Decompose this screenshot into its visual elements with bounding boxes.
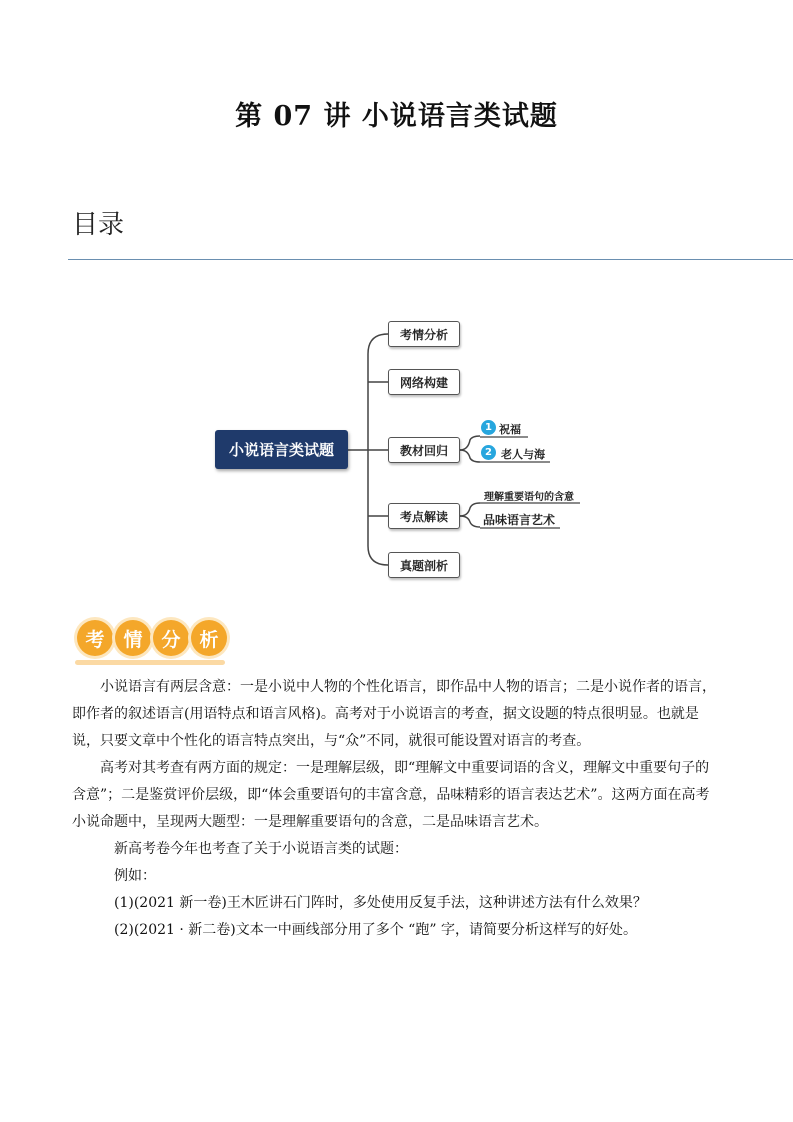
- mindmap-root: 小说语言类试题: [215, 430, 348, 469]
- paragraph-1: 小说语言有两层含意：一是小说中人物的个性化语言，即作品中人物的语言；二是小说作者的语言，即作者的叙述语言(用语特点和语言风格)。高考对于小说语言的考查，据文设题的特点很明显。也就是说，只要文章中个性化的语言特点突出，与“众”不同，就很可能设置对语言的考查。: [72, 679, 716, 749]
- number-badge-1: 1: [481, 420, 496, 435]
- badge-char-4: 析: [191, 620, 227, 656]
- paragraph-5: (1)(2021 新一卷)王木匠讲石门阵时，多处使用反复手法，这种讲述方法有什么效果？: [114, 895, 647, 911]
- mindmap-branch-1: 考情分析: [388, 321, 460, 347]
- section-badge-kaoqing: [75, 620, 230, 664]
- paragraph-3: 新高考卷今年也考查了关于小说语言类的试题：: [114, 841, 408, 857]
- section-body: [72, 674, 722, 944]
- mindmap-branch-2: 网络构建: [388, 369, 460, 395]
- toc-heading: 目录: [72, 210, 125, 240]
- mindmap-branch-5: 真题剖析: [388, 552, 460, 578]
- badge-char-1: 考: [77, 620, 113, 656]
- badge-char-3: 分: [153, 620, 189, 656]
- number-badge-2: 2: [481, 445, 496, 460]
- badge-char-2: 情: [115, 620, 151, 656]
- mindmap-child-zhufu: 祝福: [499, 423, 521, 436]
- mindmap-child-lijie: 理解重要语句的含意: [484, 492, 574, 503]
- connector-c32: [460, 450, 480, 462]
- mindmap-child-pinwei: 品味语言艺术: [483, 513, 556, 527]
- mindmap-branch-3: 教材回归: [388, 437, 460, 463]
- connector-c41: [460, 503, 480, 516]
- connector-c42: [460, 516, 480, 527]
- paragraph-6: (2)(2021 · 新二卷)文本一中画线部分用了多个 “跑” 字，请简要分析这样写的好处。: [114, 922, 637, 938]
- page-title: 第 07 讲 小说语言类试题: [235, 101, 558, 132]
- badge-underline: [75, 660, 225, 665]
- paragraph-4: 例如：: [114, 868, 156, 884]
- mindmap-branch-4: 考点解读: [388, 503, 460, 529]
- mindmap-child-laorenyuhai: 老人与海: [501, 448, 545, 461]
- paragraph-2: 高考对其考查有两方面的规定：一是理解层级，即“理解文中重要词语的含义，理解文中重要句子的含意”；二是鉴赏评价层级，即“体会重要语句的丰富含意，品味精彩的语言表达艺术”。这两方面在高考小说命题中，呈现两大题型：一是理解重要语句的含意，二是品味语言艺术。: [72, 760, 710, 830]
- connector-c31: [460, 436, 480, 450]
